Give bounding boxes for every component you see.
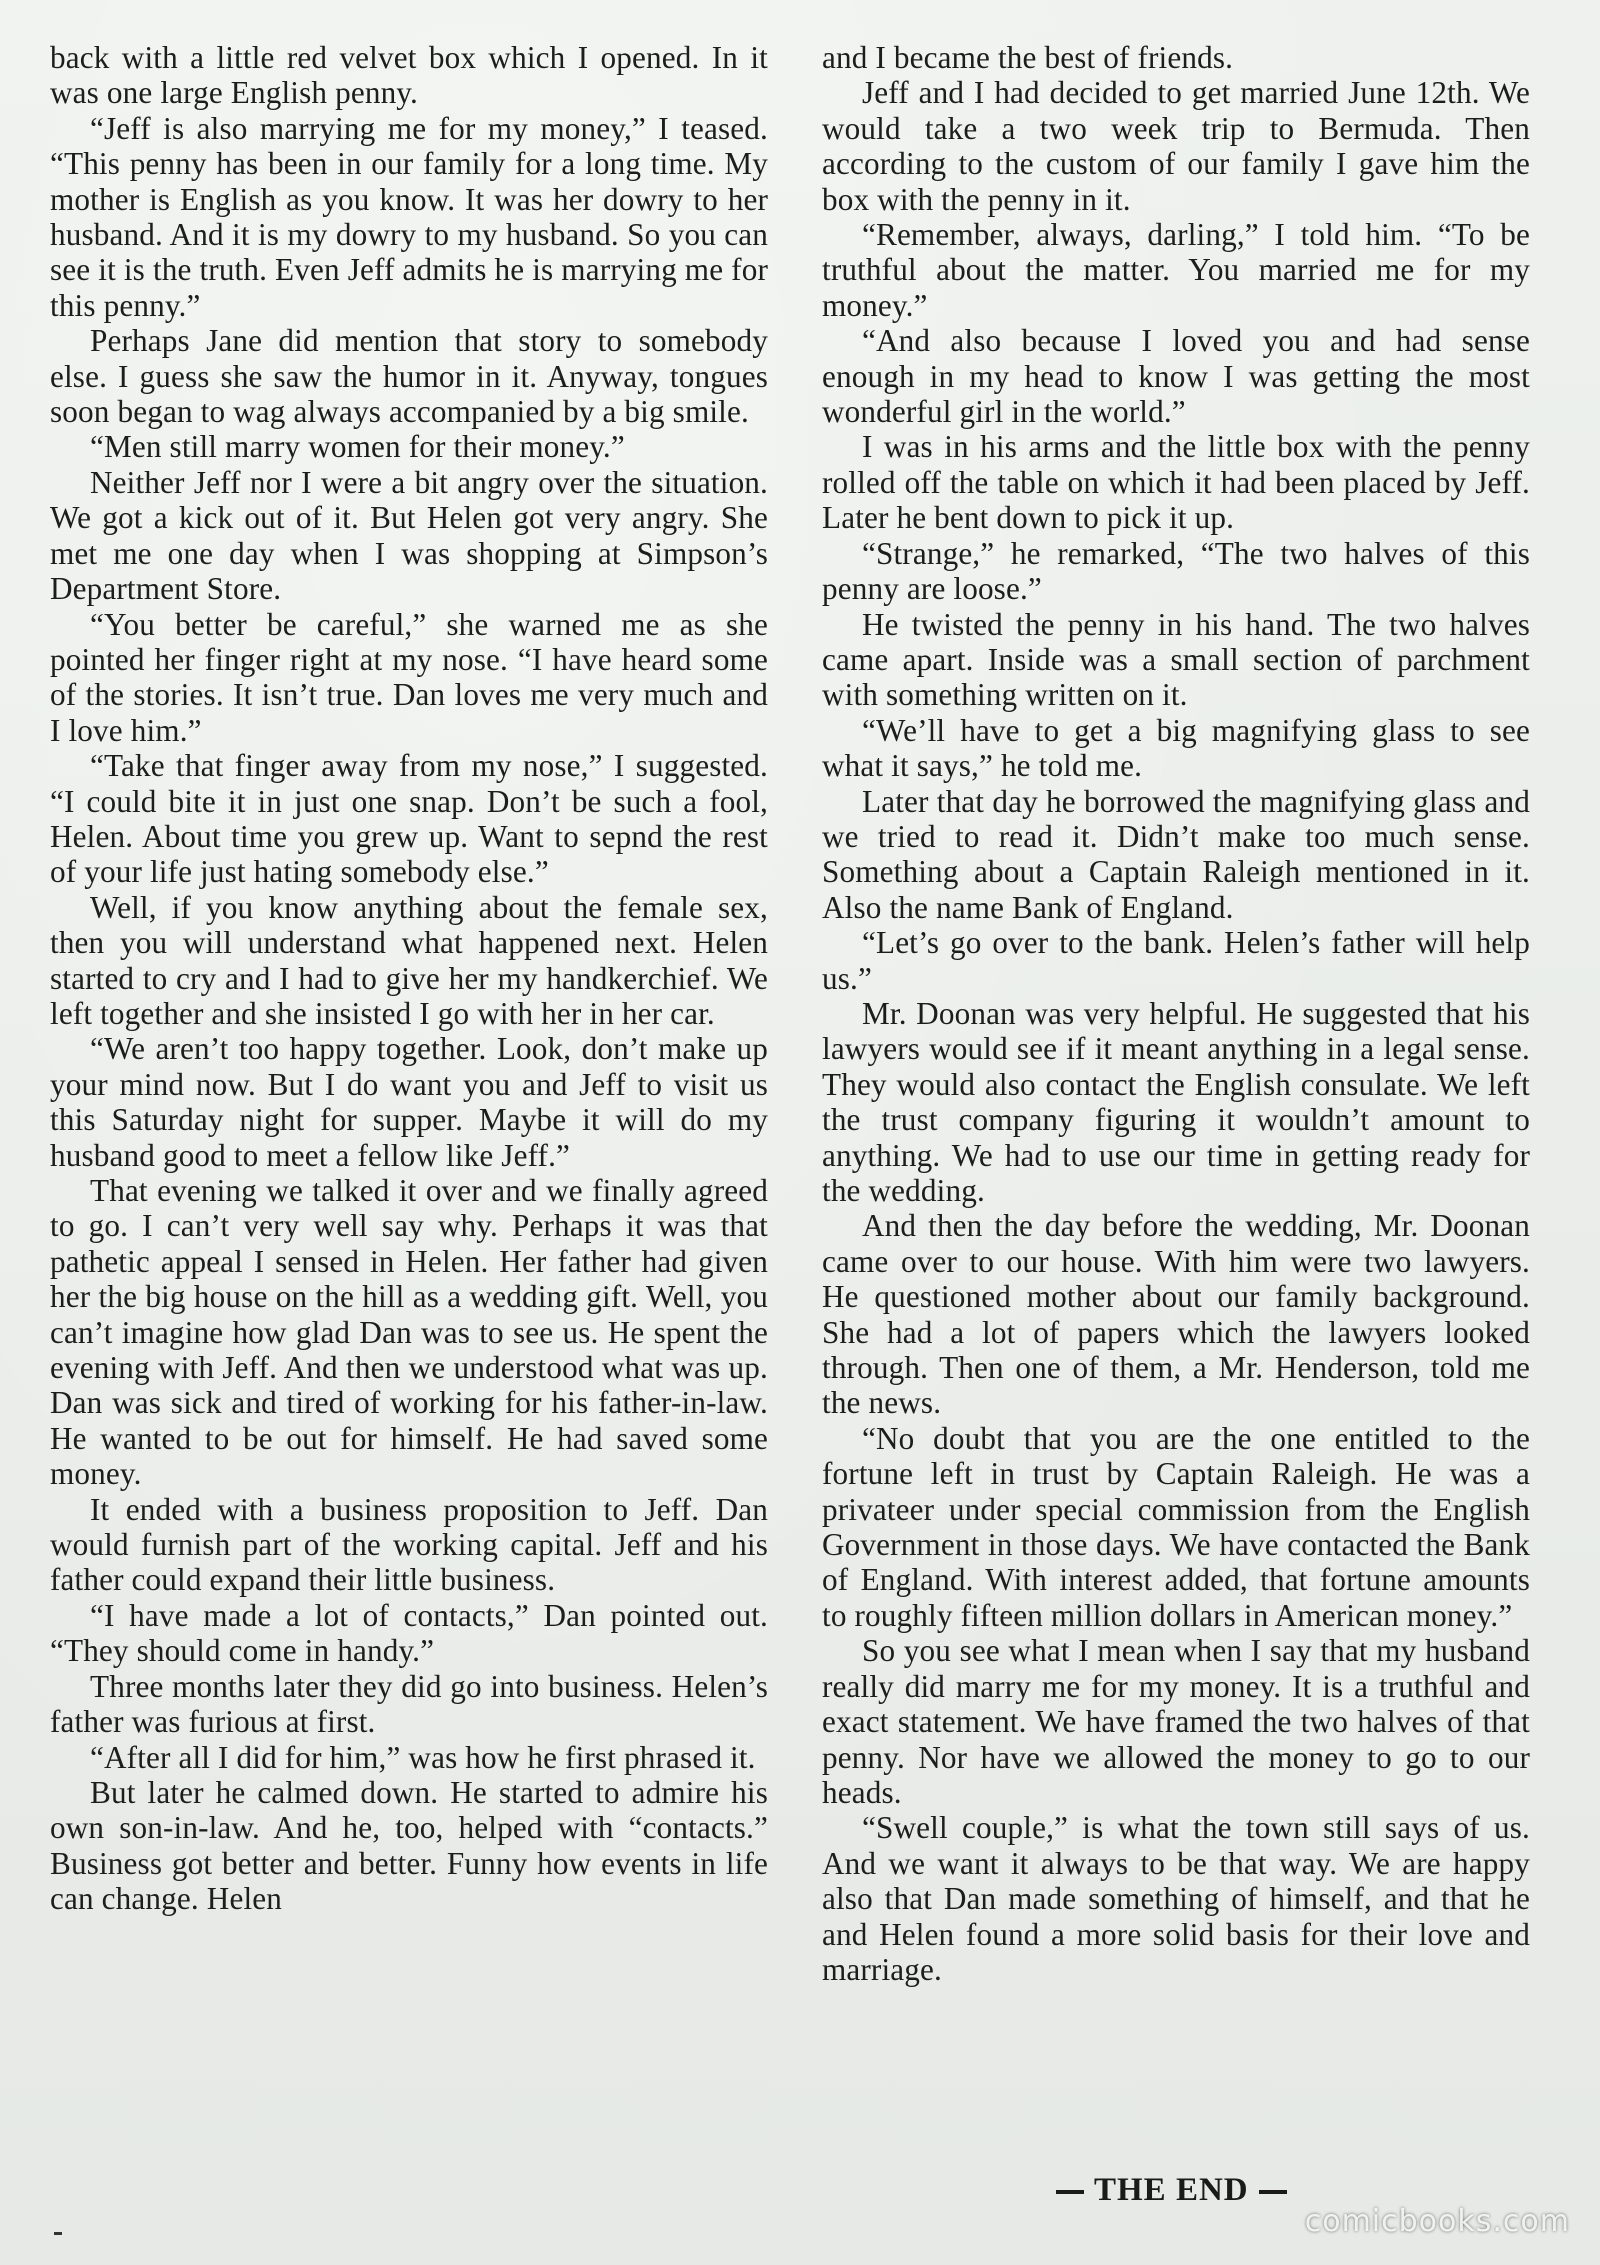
paragraph: Mr. Doonan was very helpful. He suggested that his lawyers would see if it meant anything in a legal sense. They would also contact the English consulate. We left the trust company figuring it wouldn’t amount to anything. We had to use our time in getting ready for the wedding. [822, 995, 1530, 1208]
paragraph: “I have made a lot of contacts,” Dan pointed out. “They should come in handy.” [50, 1597, 768, 1669]
paragraph: “Men still marry women for their money.” [90, 429, 625, 465]
paragraph: Later that day he borrowed the magnifying glass and we tried to read it. Didn’t make too much sense. Something about a Captain Raleigh mentioned in it. Also the name Bank of England. [822, 783, 1530, 925]
right-text-column [822, 40, 1530, 1987]
paragraph: “Take that finger away from my nose,” I suggested. “I could bite it in just one snap. Don’t be such a fool, Helen. About time you grew up. Want to sepnd the rest of your life just hating somebody else.” [50, 748, 768, 890]
paragraph: “After all I did for him,” was how he first phrased it. [90, 1739, 756, 1775]
paragraph: That evening we talked it over and we finally agreed to go. I can’t very well say why. Perhaps it was that pathetic appeal I sensed in Helen. Her father had given her the big house on the hill as a wedding gift. Well, you can’t imagine how glad Dan was to see us. He spent the evening with Jeff. And then we understood what was up. Dan was sick and tired of working for his father-in-law. He wanted to be out for himself. He had saved some money. [50, 1173, 768, 1492]
paragraph: “No doubt that you are the one entitled to the fortune left in trust by Captain Raleigh. He was a privateer under special commission from the English Government in those days. We have contacted the Bank of England. With interest added, that fortune amounts to roughly fifteen million dollars in American money.” [822, 1420, 1530, 1633]
the-end-text: THE END [1094, 2172, 1249, 2208]
paragraph: Perhaps Jane did mention that story to somebody else. I guess she saw the humor in it. Anyway, tongues soon began to wag always accompanied by a big smile. [50, 323, 768, 430]
paragraph: “We aren’t too happy together. Look, don’t make up your mind now. But I do want you and Jeff to visit us this Saturday night for supper. Maybe it will do my husband good to meet a fellow like Jeff.” [50, 1031, 768, 1173]
paragraph: Three months later they did go into business. Helen’s father was furious at first. [50, 1668, 768, 1740]
site-watermark: comicbooks.com [1304, 2204, 1570, 2239]
paragraph: Well, if you know anything about the female sex, then you will understand what happened next. Helen started to cry and I had to give her my handkerchief. We left together and she insisted I go with her in her car. [50, 889, 768, 1031]
paragraph: “Remember, always, darling,” I told him. “To be truthful about the matter. You married me for my money.” [822, 217, 1530, 323]
print-edge-mark [54, 2232, 62, 2235]
paragraph: I was in his arms and the little box with the penny rolled off the table on which it had been placed by Jeff. Later he bent down to pick it up. [822, 429, 1530, 536]
paragraph: “And also because I loved you and had sense enough in my head to know I was getting the most wonderful girl in the world.” [822, 323, 1530, 430]
paragraph: “You better be careful,” she warned me as she pointed her finger right at my nose. “I have heard some of the stories. It isn’t true. Dan loves me very much and I love him.” [50, 606, 768, 748]
paragraph: “Strange,” he remarked, “The two halves of this penny are loose.” [822, 535, 1530, 607]
paragraph: “We’ll have to get a big magnifying glass to see what it says,” he told me. [822, 712, 1530, 784]
paragraph: So you see what I mean when I say that my husband really did marry me for my money. It is a truthful and exact statement. We have framed the two halves of that penny. Nor have we allowed the money to go to our heads. [822, 1633, 1530, 1810]
paragraph: And then the day before the wedding, Mr. Doonan came over to our house. With him were two lawyers. He questioned mother about our family background. She had a lot of papers which the lawyers looked through. Then one of them, a Mr. Henderson, told me the news. [822, 1208, 1530, 1421]
paragraph: Jeff and I had decided to get married June 12th. We would take a two week trip to Bermuda. Then according to the custom of our family I gave him the box with the penny in it. [822, 75, 1530, 217]
dash-ornament-right [1259, 2190, 1287, 2194]
paragraph: He twisted the penny in his hand. The two halves came apart. Inside was a small section of parchment with something written on it. [822, 606, 1530, 713]
paragraph: “Jeff is also marrying me for my money,” I teased. “This penny has been in our family for a long time. My mother is English as you know. It was her dowry to her husband. And it is my dowry to my husband. So you can see it is the truth. Even Jeff admits he is marrying me for this penny.” [50, 110, 768, 323]
paragraph: “Let’s go over to the bank. Helen’s father will help us.” [822, 925, 1530, 996]
paragraph: “Swell couple,” is what the town still says of us. And we want it always to be that way. We are happy also that Dan made something of himself, and that he and Helen found a more solid basis for their love and marriage. [822, 1810, 1530, 1987]
dash-ornament-left [1056, 2190, 1084, 2194]
left-text-column [50, 40, 768, 1917]
the-end-marker [1046, 2172, 1297, 2209]
paragraph: and I became the best of friends. [822, 40, 1234, 75]
paragraph: But later he calmed down. He started to admire his own son-in-law. And he, too, helped with “contacts.” Business got better and better. Funny how events in life can change. Helen [50, 1774, 768, 1917]
paragraph: It ended with a business proposition to Jeff. Dan would furnish part of the working capital. Jeff and his father could expand their little business. [50, 1491, 768, 1598]
paragraph: Neither Jeff nor I were a bit angry over the situation. We got a kick out of it. But Helen got very angry. She met me one day when I was shopping at Simpson’s Department Store. [50, 464, 768, 607]
paragraph: back with a little red velvet box which I opened. In it was one large English penny. [50, 40, 768, 111]
